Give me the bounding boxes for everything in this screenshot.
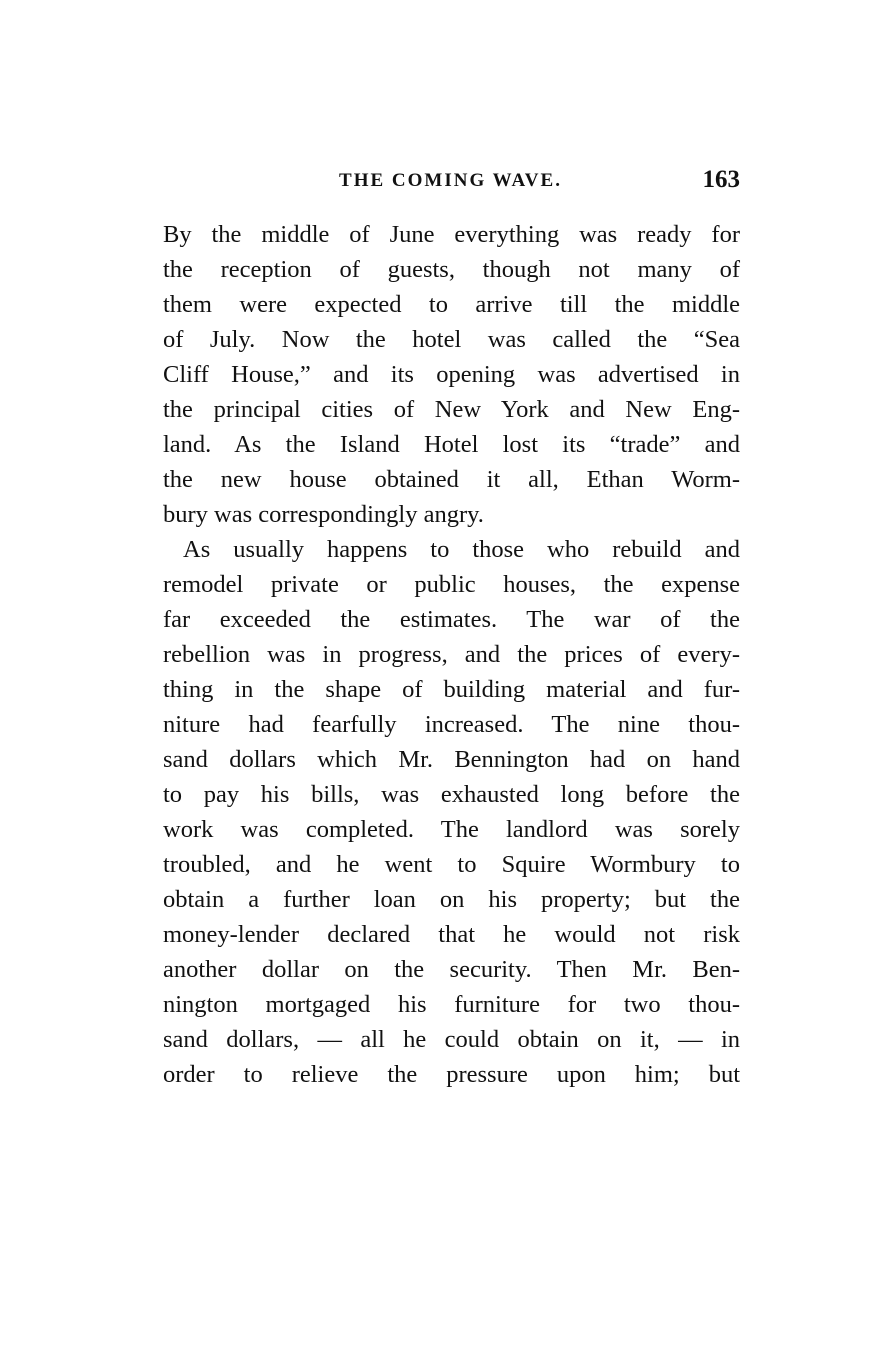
running-title: THE COMING WAVE. xyxy=(339,170,562,191)
text-line xyxy=(163,812,740,847)
line-text: to pay his bills, was exhausted long before the xyxy=(163,781,740,808)
line-text: work was completed. The landlord was sorely xyxy=(163,816,740,843)
line-text: thing in the shape of building material and fur- xyxy=(163,676,740,703)
line-text: rebellion was in progress, and the prices of every- xyxy=(163,641,740,668)
text-line xyxy=(163,917,740,952)
line-text: the reception of guests, though not many of xyxy=(163,256,740,283)
line-text: money-lender declared that he would not risk xyxy=(163,921,740,948)
text-line xyxy=(163,532,740,567)
text-line xyxy=(163,322,740,357)
line-text: bury was correspondingly angry. xyxy=(163,501,484,528)
text-line xyxy=(163,1057,740,1092)
line-text: By the middle of June everything was ready for xyxy=(163,221,740,248)
text-line xyxy=(163,777,740,812)
line-text: the principal cities of New York and New Eng- xyxy=(163,396,740,423)
text-line xyxy=(163,882,740,917)
line-text: niture had fearfully increased. The nine thou- xyxy=(163,711,740,738)
text-line xyxy=(163,952,740,987)
line-text: troubled, and he went to Squire Wormbury to xyxy=(163,851,740,878)
line-text: Cliff House,” and its opening was advertised in xyxy=(163,361,740,388)
page-number: 163 xyxy=(702,166,740,193)
line-text: the new house obtained it all, Ethan Worm- xyxy=(163,466,740,493)
text-line xyxy=(163,1022,740,1057)
line-text: remodel private or public houses, the expense xyxy=(163,571,740,598)
text-line xyxy=(163,357,740,392)
line-text: order to relieve the pressure upon him; but xyxy=(163,1061,740,1088)
text-line xyxy=(163,497,740,532)
text-line xyxy=(163,602,740,637)
text-line xyxy=(163,987,740,1022)
line-text: obtain a further loan on his property; but the xyxy=(163,886,740,913)
text-line xyxy=(163,742,740,777)
line-text: land. As the Island Hotel lost its “trade” and xyxy=(163,431,740,458)
line-text: of July. Now the hotel was called the “Sea xyxy=(163,326,740,353)
line-text: sand dollars, — all he could obtain on it, — in xyxy=(163,1026,740,1053)
text-line xyxy=(163,847,740,882)
line-text: them were expected to arrive till the middle xyxy=(163,291,740,318)
text-line xyxy=(163,287,740,322)
line-text: far exceeded the estimates. The war of the xyxy=(163,606,740,633)
text-line xyxy=(163,427,740,462)
line-text: nington mortgaged his furniture for two thou- xyxy=(163,991,740,1018)
text-line xyxy=(163,567,740,602)
text-line xyxy=(163,707,740,742)
text-line xyxy=(163,462,740,497)
line-text: sand dollars which Mr. Bennington had on hand xyxy=(163,746,740,773)
text-line xyxy=(163,252,740,287)
line-text: another dollar on the security. Then Mr. Ben- xyxy=(163,956,740,983)
body-text xyxy=(163,217,740,1092)
running-header xyxy=(163,168,740,198)
text-line xyxy=(163,217,740,252)
text-line xyxy=(163,637,740,672)
text-line xyxy=(163,392,740,427)
line-text: As usually happens to those who rebuild and xyxy=(183,536,740,563)
text-line xyxy=(163,672,740,707)
